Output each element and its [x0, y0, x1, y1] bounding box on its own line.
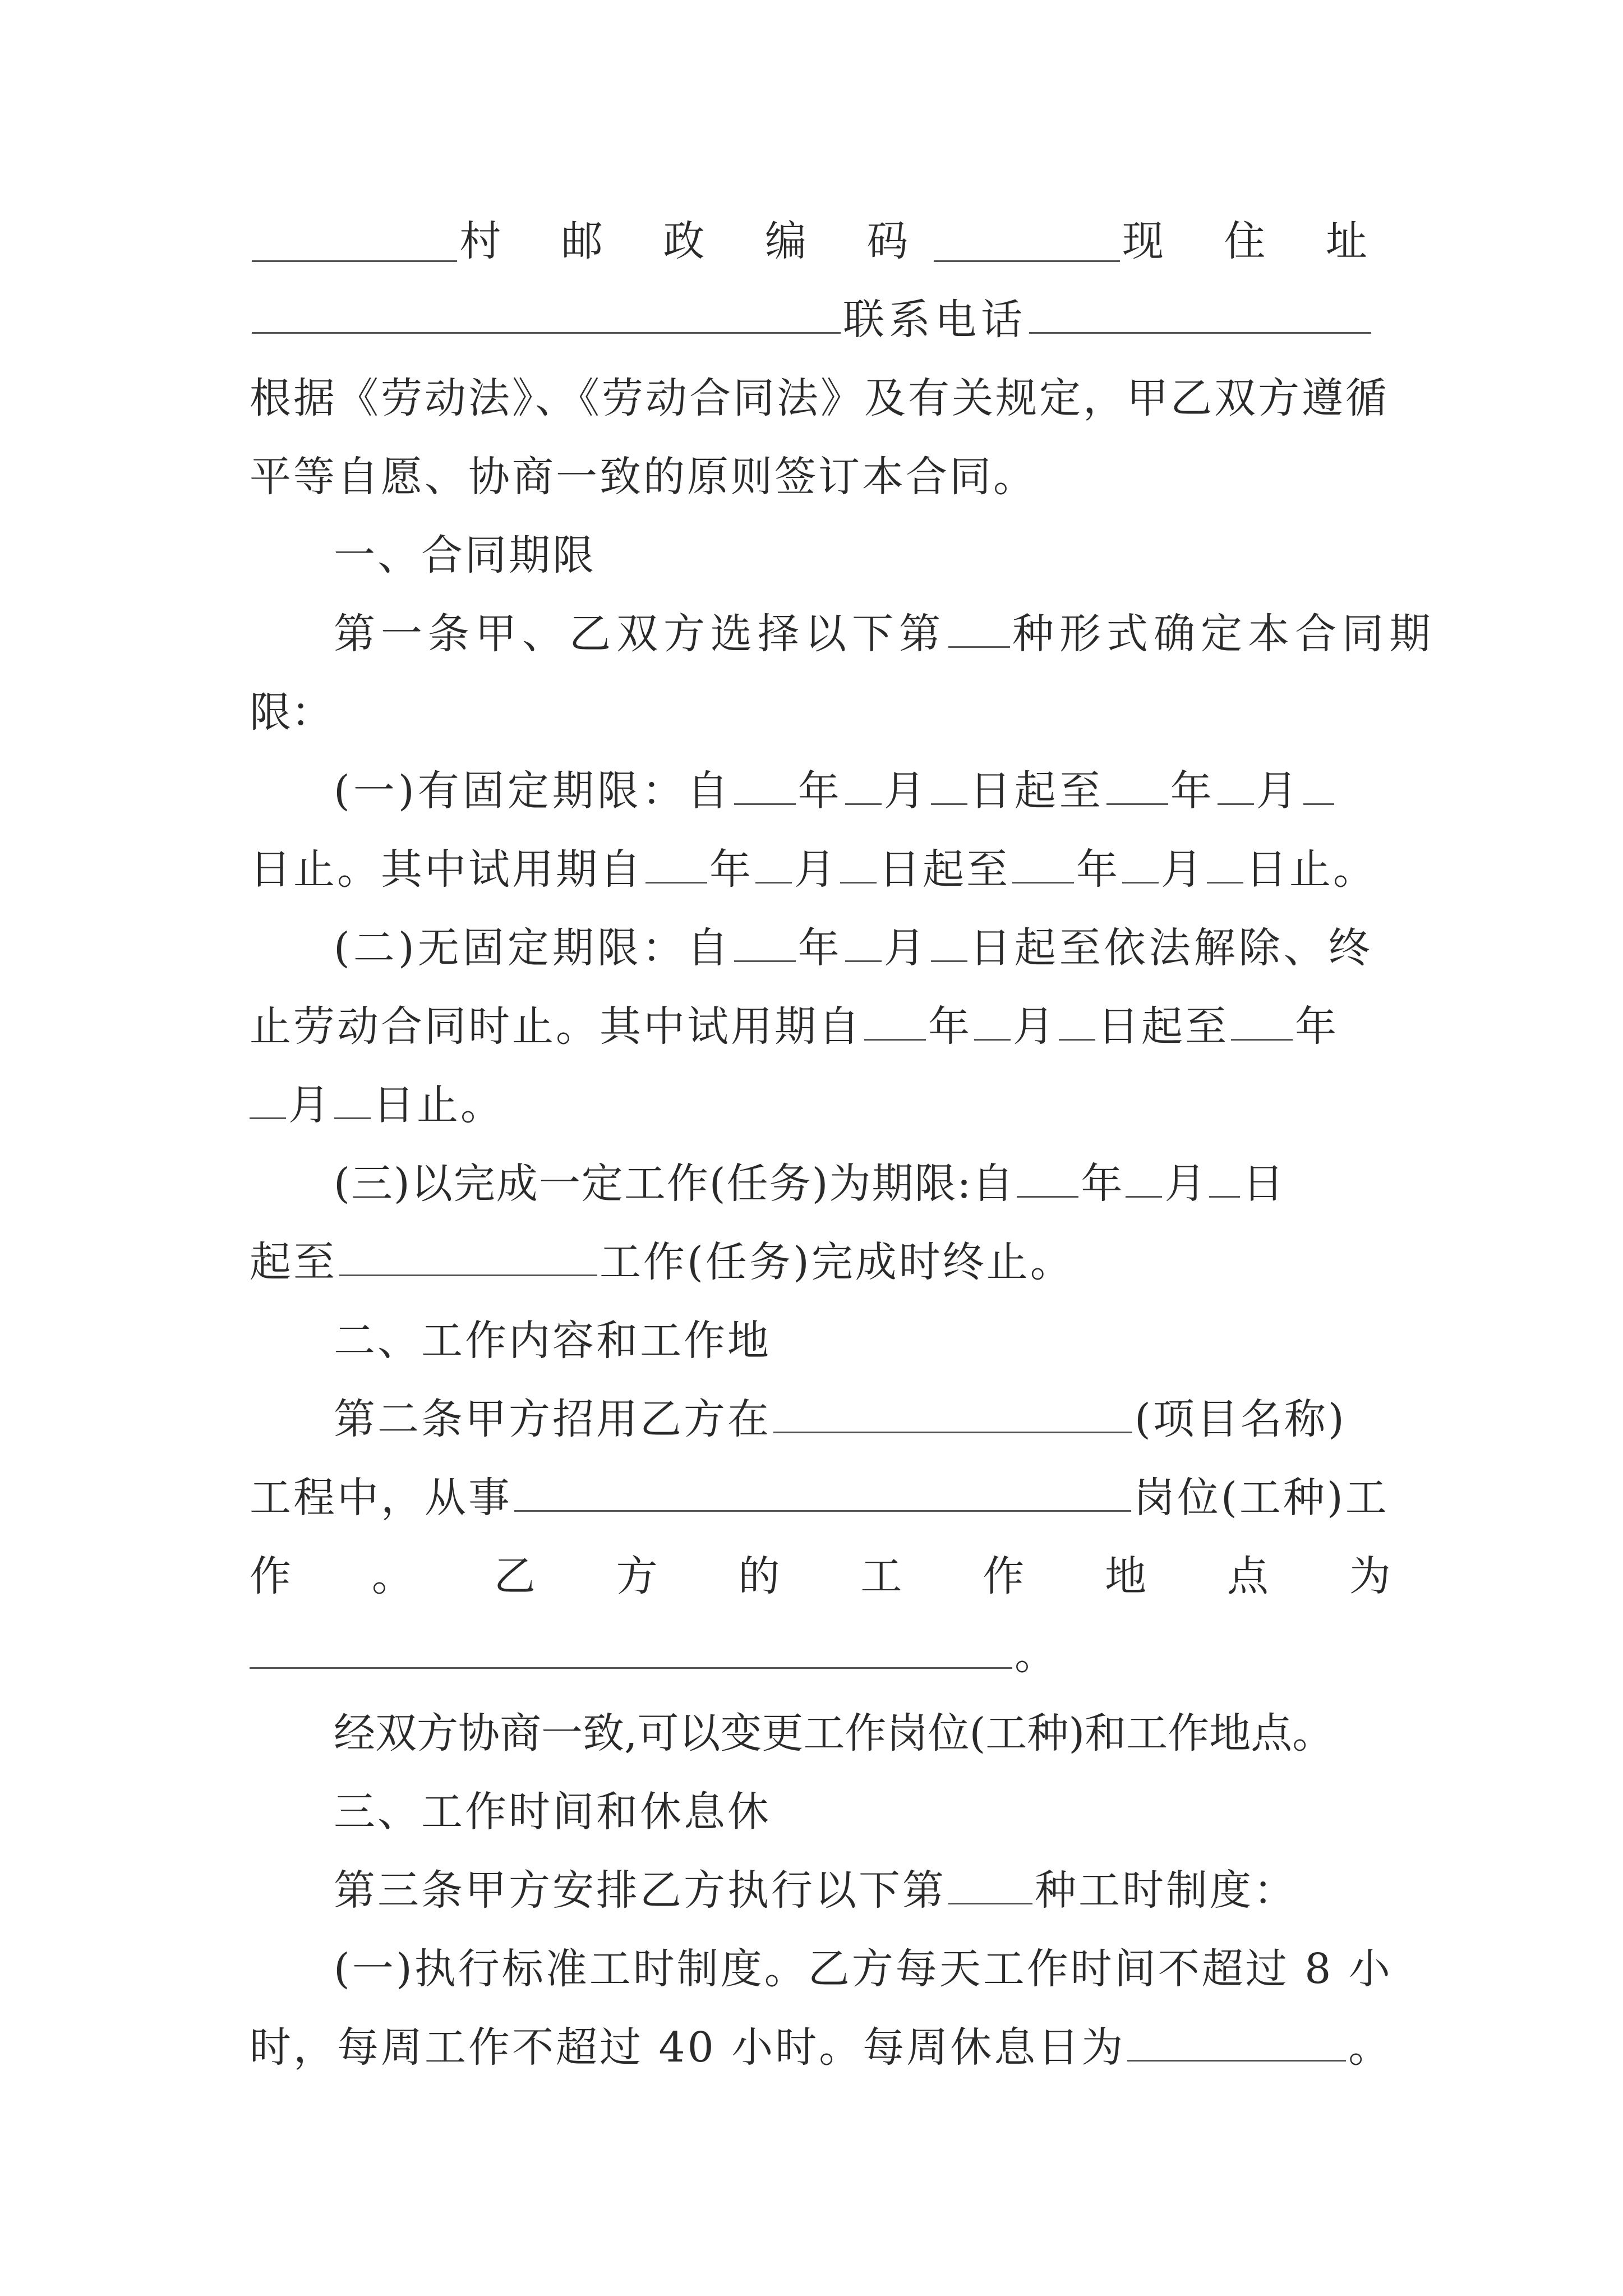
char: 地 — [1105, 1552, 1147, 1600]
char: 作 — [983, 1552, 1025, 1600]
blank-day — [1303, 764, 1334, 805]
char: 乙 — [494, 1552, 536, 1600]
period: 。 — [1015, 1631, 1056, 1679]
year-label: 年 — [1076, 845, 1120, 894]
month-label: 月 — [794, 845, 838, 894]
blank-year — [1017, 1157, 1078, 1198]
year-label: 年 — [1081, 1159, 1124, 1208]
blank-year — [734, 921, 796, 962]
task-end-text-a: 起至 — [250, 1238, 337, 1286]
blank-project — [773, 1392, 1132, 1433]
blank-month — [755, 843, 792, 884]
paragraph-line: 限： — [250, 688, 333, 737]
job-text-a: 工程中，从事 — [250, 1474, 512, 1522]
char: 。 — [371, 1552, 413, 1600]
blank-month — [845, 921, 882, 962]
blank-workplace — [250, 1628, 1012, 1669]
job-text-b: 岗位(工种)工 — [1133, 1474, 1389, 1522]
phone-line — [250, 280, 1391, 359]
blank-day — [1207, 843, 1243, 884]
probation-text: 止劳动合同时止。其中试用期自 — [250, 1002, 862, 1051]
article-3-line — [250, 1851, 1391, 1930]
blank-day — [931, 921, 967, 962]
section-heading-1: 一、合同期限 — [334, 531, 596, 579]
article-1-line — [250, 595, 1436, 673]
day-label: 日止。 — [1246, 845, 1377, 894]
rest-day-line — [250, 2008, 1391, 2087]
char: 工 — [860, 1552, 902, 1600]
blank-task — [339, 1235, 597, 1276]
blank-day — [334, 1078, 371, 1119]
month-label: 月 — [1256, 767, 1301, 815]
year-label: 年 — [797, 924, 843, 972]
paragraph-line: 经双方协商一致,可以变更工作岗位(工种)和工作地点。 — [334, 1709, 1334, 1757]
month-label: 月 — [883, 924, 929, 972]
day-label: 日起至 — [969, 767, 1104, 815]
char: 为 — [1349, 1552, 1391, 1600]
article-2-text-b: (项目名称) — [1135, 1395, 1347, 1443]
year-label: 年 — [797, 767, 843, 815]
day-label: 日止。 — [373, 1081, 504, 1129]
probation-end-line — [250, 1066, 1391, 1144]
blank-day — [931, 764, 967, 805]
blank-phone — [1029, 293, 1371, 334]
blank-month — [250, 1078, 286, 1119]
blank-day — [840, 843, 877, 884]
fixed-term-line — [250, 752, 1391, 830]
article-1-text-b: 种形式确定本合同期 — [1012, 610, 1436, 658]
section-heading-3: 三、工作时间和休息休 — [334, 1788, 771, 1836]
blank-year — [1012, 843, 1074, 884]
article-2-text-a: 第二条甲方招用乙方在 — [334, 1395, 771, 1443]
month-label: 月 — [1161, 845, 1205, 894]
article-3-text-a: 第三条甲方安排乙方执行以下第 — [334, 1866, 946, 1915]
blank-month — [974, 1000, 1011, 1041]
year-label: 年 — [928, 1002, 972, 1051]
month-label: 月 — [1013, 1002, 1057, 1051]
blank-month — [1218, 764, 1254, 805]
section-heading-2: 二、工作内容和工作地 — [334, 1317, 771, 1365]
probation-text: 日止。其中试用期自 — [250, 845, 643, 894]
current-address-label: 现 住 址 — [1122, 217, 1391, 265]
blank-year — [864, 1000, 926, 1041]
month-label: 月 — [883, 767, 929, 815]
blank-month — [1122, 843, 1159, 884]
char: 的 — [738, 1552, 780, 1600]
blank-year — [1231, 1000, 1293, 1041]
year-label: 年 — [1170, 767, 1215, 815]
blank-rest-day — [1127, 2021, 1346, 2062]
postcode-label: 村 邮 政 编 码 — [459, 217, 932, 265]
paragraph-line: (一)执行标准工时制度。乙方每天工作时间不超过 8 小 — [334, 1945, 1393, 1993]
task-term-line — [250, 1144, 1391, 1223]
article-1-text-a: 第一条甲、乙双方选择以下第 — [334, 610, 946, 658]
task-end-line — [250, 1223, 1391, 1301]
rest-day-text: 时，每周工作不超过 40 小时。每周休息日为 — [250, 2023, 1126, 2072]
open-term-line — [250, 909, 1391, 987]
day-label: 日 — [1242, 1159, 1285, 1208]
year-label: 年 — [709, 845, 753, 894]
probation-line — [250, 987, 1391, 1066]
char: 方 — [616, 1552, 658, 1600]
day-label: 日起至 — [1098, 1002, 1229, 1051]
blank-day — [1059, 1000, 1095, 1041]
phone-label: 联系电话 — [843, 296, 1027, 344]
blank-month — [1126, 1157, 1162, 1198]
blank-postcode — [934, 221, 1119, 262]
blank-address — [252, 293, 841, 334]
paragraph-line: 平等自愿、协商一致的原则签订本合同。 — [250, 453, 1037, 501]
month-label: 月 — [288, 1081, 332, 1129]
open-term-text: (二)无固定期限：自 — [334, 924, 732, 972]
year-label: 年 — [1295, 1002, 1339, 1051]
task-term-text: (三)以完成一定工作(任务)为期限:自 — [334, 1159, 1015, 1208]
blank-year — [645, 843, 707, 884]
blank-hours-system — [948, 1864, 1032, 1904]
task-end-text-b: 工作(任务)完成时终止。 — [600, 1238, 1074, 1286]
period: 。 — [1348, 2023, 1393, 2072]
blank-year — [1106, 764, 1168, 805]
blank-day — [1209, 1157, 1240, 1198]
article-3-text-b: 种工时制度： — [1035, 1866, 1297, 1915]
day-label: 日起至 — [879, 845, 1010, 894]
blank-month — [845, 764, 882, 805]
blank-job — [514, 1471, 1131, 1512]
workplace-blank-line — [250, 1616, 1391, 1694]
workplace-line — [250, 1537, 1391, 1616]
blank-village — [252, 221, 457, 262]
job-line — [250, 1458, 1391, 1537]
day-label: 日起至依法解除、终 — [969, 924, 1373, 972]
blank-form-number — [948, 607, 1010, 648]
month-label: 月 — [1164, 1159, 1207, 1208]
address-line — [250, 202, 1391, 280]
paragraph-line: 根据《劳动法》、《劳动合同法》及有关规定，甲乙双方遵循 — [250, 374, 1389, 422]
char: 点 — [1227, 1552, 1269, 1600]
article-2-line — [250, 1380, 1391, 1458]
char: 作 — [250, 1552, 291, 1600]
probation-line — [250, 830, 1391, 909]
blank-year — [734, 764, 796, 805]
fixed-term-text: (一)有固定期限：自 — [334, 767, 732, 815]
